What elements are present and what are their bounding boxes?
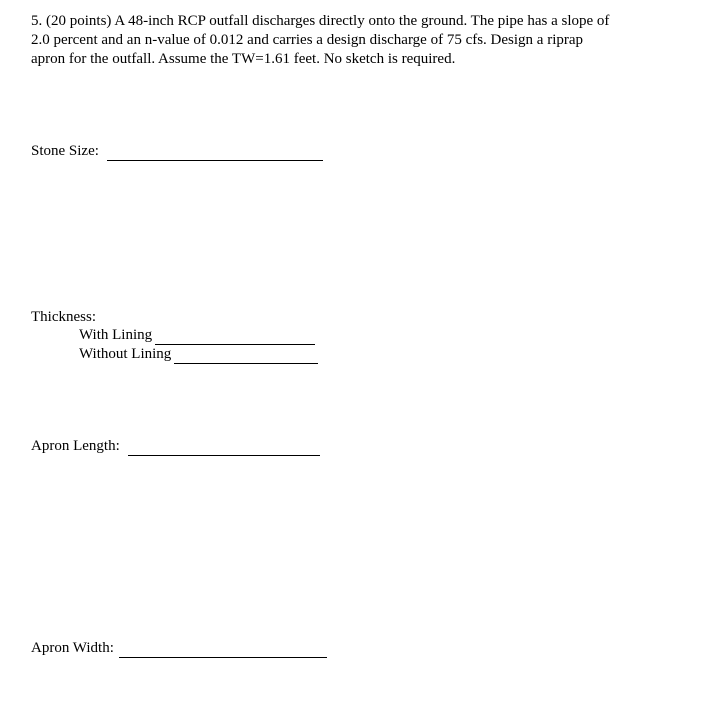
stone-size-label: Stone Size:	[31, 143, 99, 159]
problem-statement	[31, 12, 691, 69]
problem-line-2: 2.0 percent and an n-value of 0.012 and carries a design discharge of 75 cfs. Design a riprap	[31, 32, 584, 48]
with-lining-label: With Lining	[79, 327, 153, 343]
without-lining-answer-line[interactable]	[174, 349, 318, 364]
apron-length-label: Apron Length:	[31, 438, 120, 454]
stone-size-answer-line[interactable]	[107, 146, 323, 161]
problem-line-1: 5. (20 points) A 48-inch RCP outfall discharges directly onto the ground. The pipe has a slope of	[31, 13, 610, 29]
thickness-heading: Thickness:	[31, 309, 96, 325]
with-lining-row	[79, 326, 315, 345]
apron-width-label: Apron Width:	[31, 640, 114, 656]
apron-length-answer-line[interactable]	[128, 441, 320, 456]
stone-size-row	[31, 142, 323, 161]
apron-width-answer-line[interactable]	[119, 643, 327, 658]
apron-width-row	[31, 639, 327, 658]
without-lining-row	[79, 345, 318, 364]
without-lining-label: Without Lining	[79, 346, 172, 362]
problem-line-3: apron for the outfall. Assume the TW=1.61 feet. No sketch is required.	[31, 51, 456, 67]
with-lining-answer-line[interactable]	[155, 330, 315, 345]
apron-length-row	[31, 437, 320, 456]
